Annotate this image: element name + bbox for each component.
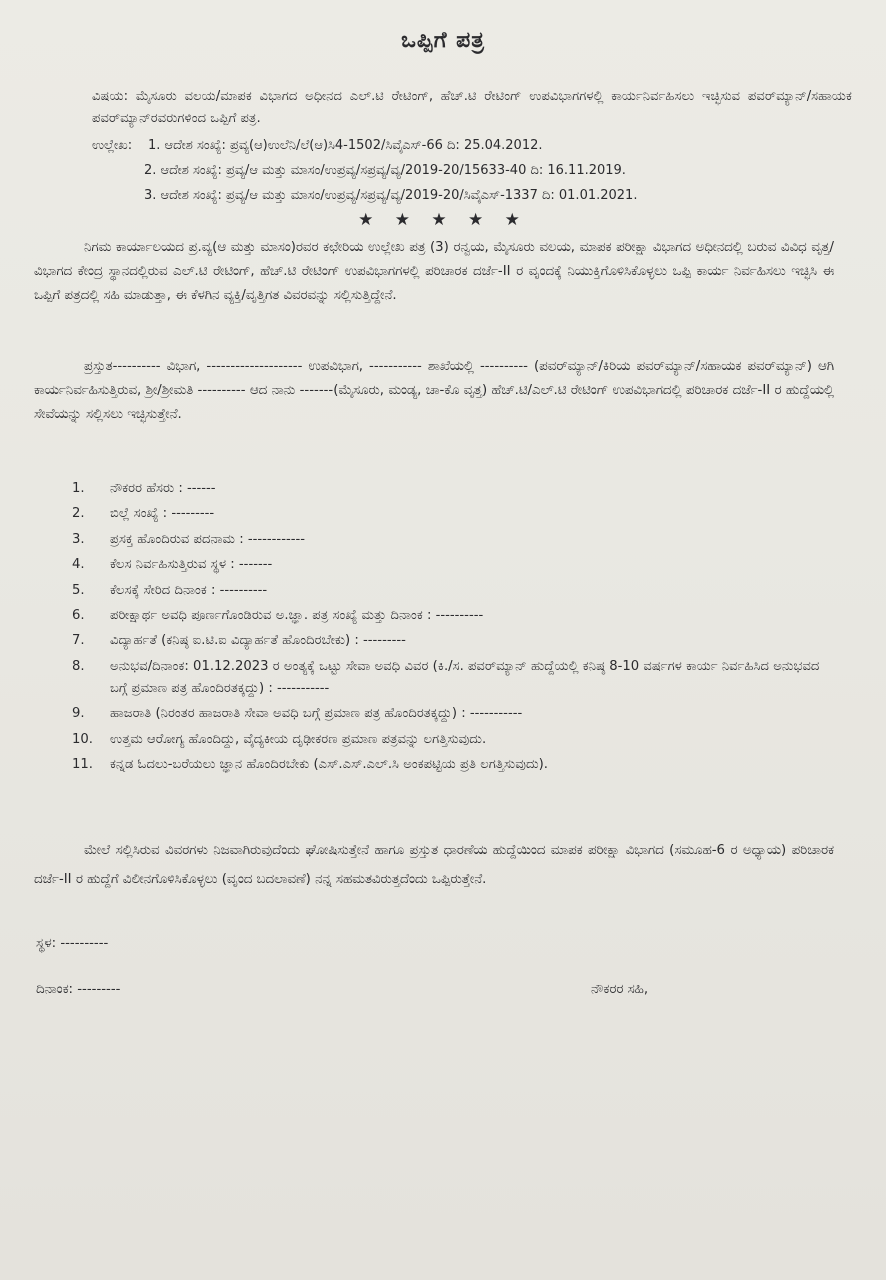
item-number: 4.	[72, 557, 85, 573]
subject-line: ವಿಷಯ: ಮೈಸೂರು ವಲಯ/ಮಾಪಕ ವಿಭಾಗದ ಅಧೀನದ ಎಲ್.ಟಿ ರೇಟಿಂಗ್, ಹೆಚ್.ಟಿ ರೇಟಿಂಗ್ ಉಪವಿಭಾಗಗಳಲ್ಲಿ ಕಾರ್ಯನಿರ್ವಹಿಸಲು ಇಚ್ಛಿಸುವ ಪವರ್‌ಮ್ಯಾನ್/ಸಹಾಯಕ ಪವರ್‌ಮ್ಯಾನ್‌ರವರುಗಳಿಂದ ಒಪ್ಪಿಗೆ ಪತ್ರ.	[92, 89, 852, 126]
reference-text: 2. ಆದೇಶ ಸಂಖ್ಯೆ: ಪ್ರವ್ಯ/ಆ ಮತ್ತು ಮಾಸಂ/ಉಪ್ರವ್ಯ/ಸಪ್ರವ್ಯ/ವ್ಯ/2019-20/15633-40 ದಿ: 16.11.2019.	[144, 163, 626, 178]
list-item	[72, 656, 832, 700]
list-item	[72, 554, 832, 576]
list-item	[72, 630, 832, 652]
list-item	[72, 754, 832, 776]
details-list	[72, 478, 832, 779]
item-text: ಹಾಜರಾತಿ (ನಿರಂತರ ಹಾಜರಾತಿ ಸೇವಾ ಅವಧಿ ಬಗ್ಗೆ ಪ್ರಮಾಣ ಪತ್ರ ಹೊಂದಿರತಕ್ಕದ್ದು) : -----------	[110, 706, 523, 722]
reference-text: 3. ಆದೇಶ ಸಂಖ್ಯೆ: ಪ್ರವ್ಯ/ಆ ಮತ್ತು ಮಾಸಂ/ಉಪ್ರವ್ಯ/ಸಪ್ರವ್ಯ/ವ್ಯ/2019-20/ಸಿವೈಎಸ್-1337 ದಿ: 01.01.2021.	[144, 188, 638, 203]
item-text: ಅನುಭವ/ದಿನಾಂಕ: 01.12.2023 ರ ಅಂತ್ಯಕ್ಕೆ ಒಟ್ಟು ಸೇವಾ ಅವಧಿ ವಿವರ (ಕಿ./ಸ. ಪವರ್‌ಮ್ಯಾನ್ ಹುದ್ದೆಯಲ್ಲಿ ಕನಿಷ್ಠ 8-10 ವರ್ಷಗಳ ಕಾರ್ಯ ನಿರ್ವಹಿಸಿದ ಅನುಭವದ ಬಗ್ಗೆ ಪ್ರಮಾಣ ಪತ್ರ ಹೊಂದಿರತಕ್ಕದ್ದು) : -----------	[110, 658, 820, 696]
references-block	[92, 135, 852, 210]
item-number: 5.	[72, 582, 85, 598]
item-text: ಕನ್ನಡ ಓದಲು-ಬರೆಯಲು ಜ್ಞಾನ ಹೊಂದಿರಬೇಕು (ಎಸ್.ಎಸ್.ಎಲ್.ಸಿ ಅಂಕಪಟ್ಟಿಯ ಪ್ರತಿ ಲಗತ್ತಿಸುವುದು).	[110, 756, 549, 772]
item-text: ಕೆಲಸಕ್ಕೆ ಸೇರಿದ ದಿನಾಂಕ : ----------	[110, 582, 268, 598]
item-number: 7.	[72, 633, 85, 649]
list-item	[72, 729, 832, 751]
list-item	[72, 503, 832, 525]
item-text: ಕೆಲಸ ನಿರ್ವಹಿಸುತ್ತಿರುವ ಸ್ಥಳ : -------	[110, 557, 273, 573]
item-number: 11.	[72, 756, 93, 772]
reference-item	[92, 135, 852, 160]
list-item	[72, 703, 832, 725]
intro-paragraph: ನಿಗಮ ಕಾರ್ಯಾಲಯದ ಪ್ರ.ವ್ಯ(ಆ ಮತ್ತು ಮಾಸಂ)ರವರ ಕಛೇರಿಯ ಉಲ್ಲೇಖ ಪತ್ರ (3) ರನ್ವಯ, ಮೈಸೂರು ವಲಯ, ಮಾಪಕ ಪರೀಕ್ಷಾ ವಿಭಾಗದ ಅಧೀನದಲ್ಲಿ ಬರುವ ವಿವಿಧ ವೃತ್ತ/ವಿಭಾಗದ ಕೇಂದ್ರ ಸ್ಥಾನದಲ್ಲಿರುವ ಎಲ್.ಟಿ ರೇಟಿಂಗ್, ಹೆಚ್.ಟಿ ರೇಟಿಂಗ್ ಉಪವಿಭಾಗಗಳಲ್ಲಿ ಪರಿಚಾರಕ ದರ್ಜೆ-II ರ ವೃಂದಕ್ಕೆ ನಿಯುಕ್ತಿಗೊಳಿಸಿಕೊಳ್ಳಲು ಒಪ್ಪಿ ಕಾರ್ಯ ನಿರ್ವಹಿಸಲು ಇಚ್ಛಿಸಿ ಈ ಒಪ್ಪಿಗೆ ಪತ್ರದಲ್ಲಿ ಸಹಿ ಮಾಡುತ್ತಾ, ಈ ಕೆಳಗಿನ ವ್ಯಕ್ತಿ/ವೃತ್ತಿಗತ ವಿವರವನ್ನು ಸಲ್ಲಿಸುತ್ತಿದ್ದೇನೆ.	[34, 240, 834, 303]
reference-text: 1. ಆದೇಶ ಸಂಖ್ಯೆ: ಪ್ರವ್ಯ(ಆ)ಉಲೆನಿ/ಲೆ(ಆ)ಸಿ4-1502/ಸಿವೈಎಸ್-66 ದಿ: 25.04.2012.	[148, 138, 543, 153]
item-text: ನೌಕರರ ಹೆಸರು : ------	[110, 481, 216, 496]
item-number: 2.	[72, 506, 85, 522]
star-divider: ★ ★ ★ ★ ★	[358, 210, 528, 230]
item-text: ಪರೀಕ್ಷಾರ್ಥ ಅವಧಿ ಪೂರ್ಣಗೊಂಡಿರುವ ಅ.ಜ್ಞಾ. ಪತ್ರ ಸಂಖ್ಯೆ ಮತ್ತು ದಿನಾಂಕ : ----------	[110, 607, 484, 623]
item-text: ಉತ್ತಮ ಆರೋಗ್ಯ ಹೊಂದಿದ್ದು, ವೈದ್ಯಕೀಯ ದೃಢೀಕರಣ ಪ್ರಮಾಣ ಪತ್ರವನ್ನು ಲಗತ್ತಿಸುವುದು.	[110, 731, 487, 747]
item-text: ವಿದ್ಯಾರ್ಹತೆ (ಕನಿಷ್ಠ ಐ.ಟಿ.ಐ ವಿದ್ಯಾರ್ಹತೆ ಹೊಂದಿರಬೇಕು) : ---------	[110, 633, 406, 649]
list-item	[72, 529, 832, 551]
reference-item	[92, 185, 852, 210]
declaration-paragraph: ಮೇಲೆ ಸಲ್ಲಿಸಿರುವ ವಿವರಗಳು ನಿಜವಾಗಿರುವುದೆಂದು ಘೋಷಿಸುತ್ತೇನೆ ಹಾಗೂ ಪ್ರಸ್ತುತ ಧಾರಣೆಯ ಹುದ್ದೆಯಿಂದ ಮಾಪಕ ಪರೀಕ್ಷಾ ವಿಭಾಗದ (ಸಮೂಹ-6 ರ ಅಧ್ಯಾಯ) ಪರಿಚಾರಕ ದರ್ಜೆ-II ರ ಹುದ್ದೆಗೆ ವಿಲೀನಗೊಳಿಸಿಕೊಳ್ಳಲು (ವೃಂದ ಬದಲಾವಣೆ) ನನ್ನ ಸಹಮತವಿರುತ್ತದೆಂದು ಒಪ್ಪಿರುತ್ತೇನೆ.	[34, 843, 834, 887]
date-field: ದಿನಾಂಕ: ---------	[36, 982, 121, 997]
list-item	[72, 580, 832, 602]
item-text: ಬಿಲ್ಲೆ ಸಂಖ್ಯೆ : ---------	[110, 506, 215, 522]
current-post-paragraph: ಪ್ರಸ್ತುತ---------- ವಿಭಾಗ, -------------------- ಉಪವಿಭಾಗ, ----------- ಶಾಖೆಯಲ್ಲಿ ---------- (ಪವರ್‌ಮ್ಯಾನ್/ಕಿರಿಯ ಪವರ್‌ಮ್ಯಾನ್/ಸಹಾಯಕ ಪವರ್‌ಮ್ಯಾನ್) ಆಗಿ ಕಾರ್ಯನಿರ್ವಹಿಸುತ್ತಿರುವ, ಶ್ರೀ/ಶ್ರೀಮತಿ ---------- ಆದ ನಾನು -------(ಮೈಸೂರು, ಮಂಡ್ಯ, ಚಾ-ಕೊ ವೃತ್ತ) ಹೆಚ್.ಟಿ/ಎಲ್.ಟಿ ರೇಟಿಂಗ್ ಉಪವಿಭಾಗದಲ್ಲಿ ಪರಿಚಾರಕ ದರ್ಜೆ-II ರ ಹುದ್ದೆಯಲ್ಲಿ ಸೇವೆಯನ್ನು ಸಲ್ಲಿಸಲು ಇಚ್ಛಿಸುತ್ತೇನೆ.	[34, 359, 834, 422]
employee-signature-label: ನೌಕರರ ಸಹಿ,	[591, 982, 649, 997]
item-text: ಪ್ರಸಕ್ತ ಹೊಂದಿರುವ ಪದನಾಮ : ------------	[110, 531, 305, 547]
place-field: ಸ್ಥಳ: ----------	[36, 936, 109, 951]
item-number: 8.	[72, 658, 85, 674]
item-number: 6.	[72, 607, 85, 623]
list-item	[72, 478, 832, 500]
item-number: 3.	[72, 531, 85, 547]
references-label: ಉಲ್ಲೇಖ:	[92, 138, 133, 153]
reference-item	[92, 160, 852, 185]
item-number: 9.	[72, 706, 85, 722]
item-number: 10.	[72, 731, 93, 747]
list-item	[72, 605, 832, 627]
item-number: 1.	[72, 481, 85, 496]
document-title: ಒಪ್ಪಿಗೆ ಪತ್ರ	[401, 28, 485, 53]
